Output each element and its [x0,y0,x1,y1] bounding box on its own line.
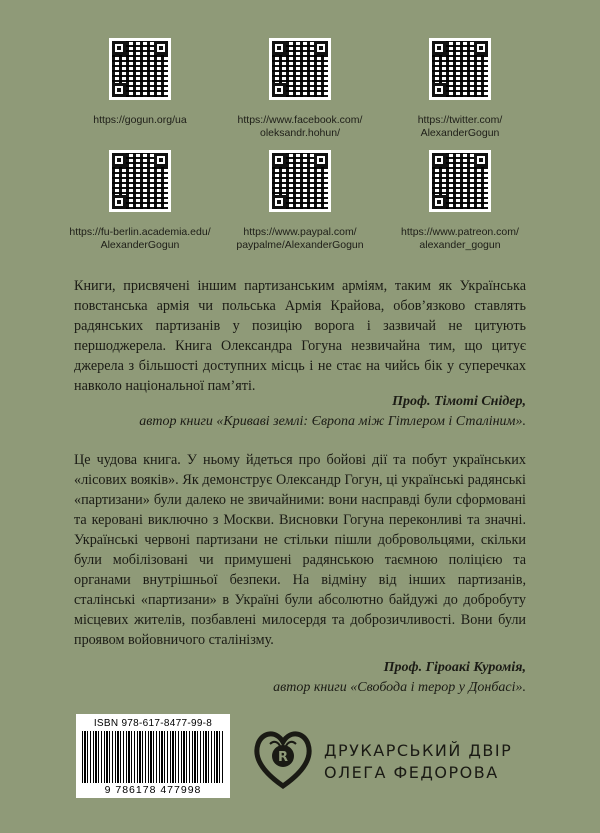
qr-code-icon [109,150,171,212]
review-snyder-text: Книги, присвячені іншим партизанським арміям, таким як Українська повстанська армія чи польська Армія Крайова, обов’язково ставлять радянських партизанів у позицію ворога і зазвичай не цитують першоджерела. Книга Олександра Гогуна незвичайна тим, що цитує джерела з більшості доступних місць і не стає на чийсь бік у суперечках навколо національної пам’яті. [74,278,526,394]
review-author: Проф. Гіроакі Куромія, [383,660,526,675]
review-kuromiya-signature [273,658,526,698]
qr-url: https://www.paypal.com/ paypalme/AlexanderGogun [236,226,364,251]
qr-url: https://www.patreon.com/ alexander_gogun [401,226,519,251]
publisher-name: ДРУКАРСЬКИЙ ДВІР ОЛЕГА ФЕДОРОВА [324,741,513,782]
publisher-logo [250,724,530,794]
review-kuromiya-text: Це чудова книга. У ньому йдеться про бойові дії та побут українських «лісових вояків». Як демонструє Олександр Гогун, ці українські радянські «партизани» були далеко не звичайними: вони насправді були сформовані та керовані виключно з Москви. Висновки Гогуна переконливі та значні. Українські червоні партизани не стільки пішли добровольцями, скільки були мобілізовані чи примушені радянською таємною поліцією та органами внутрішньої безпеки. На відміну від інших партизанів, сталінські «партизани» в Україні були абсолютно байдужі до добробуту місцевих жителів, позбавлені милосердя та доброзичливості. Вони були проявом войовничого сталінізму. [74,452,526,648]
review-author: Проф. Тімоті Снідер, [392,394,526,409]
qr-code-icon [429,150,491,212]
qr-item-gogun [60,38,220,140]
qr-code-icon [269,150,331,212]
qr-url: https://fu-berlin.academia.edu/ AlexanderGogun [69,226,211,251]
review-snyder-signature [139,392,526,432]
qr-item-patreon [380,150,540,252]
barcode-icon [82,731,224,783]
review-author-note: автор книги «Свобода і терор у Донбасі». [273,680,526,695]
qr-url: https://twitter.com/ AlexanderGogun [417,114,503,139]
qr-item-paypal [220,150,380,252]
qr-code-icon [429,38,491,100]
heart-logo-icon [250,724,316,794]
qr-code-icon [269,38,331,100]
barcode-digits: 9 786178 477998 [104,784,202,796]
qr-item-academia [60,150,220,252]
qr-item-twitter [380,38,540,140]
isbn-barcode [76,714,230,798]
qr-row [60,38,540,140]
review-author-note: автор книги «Криваві землі: Європа між Гітлером і Сталіним». [139,414,526,429]
qr-url: https://gogun.org/ua [93,114,187,126]
qr-url: https://www.facebook.com/ oleksandr.hohun/ [237,114,363,139]
qr-item-facebook [220,38,380,140]
qr-code-icon [109,38,171,100]
isbn-label: ISBN 978-617-8477-99-8 [93,718,213,729]
svg-text:R: R [277,750,289,765]
qr-code-grid [60,38,540,252]
qr-row [60,150,540,252]
